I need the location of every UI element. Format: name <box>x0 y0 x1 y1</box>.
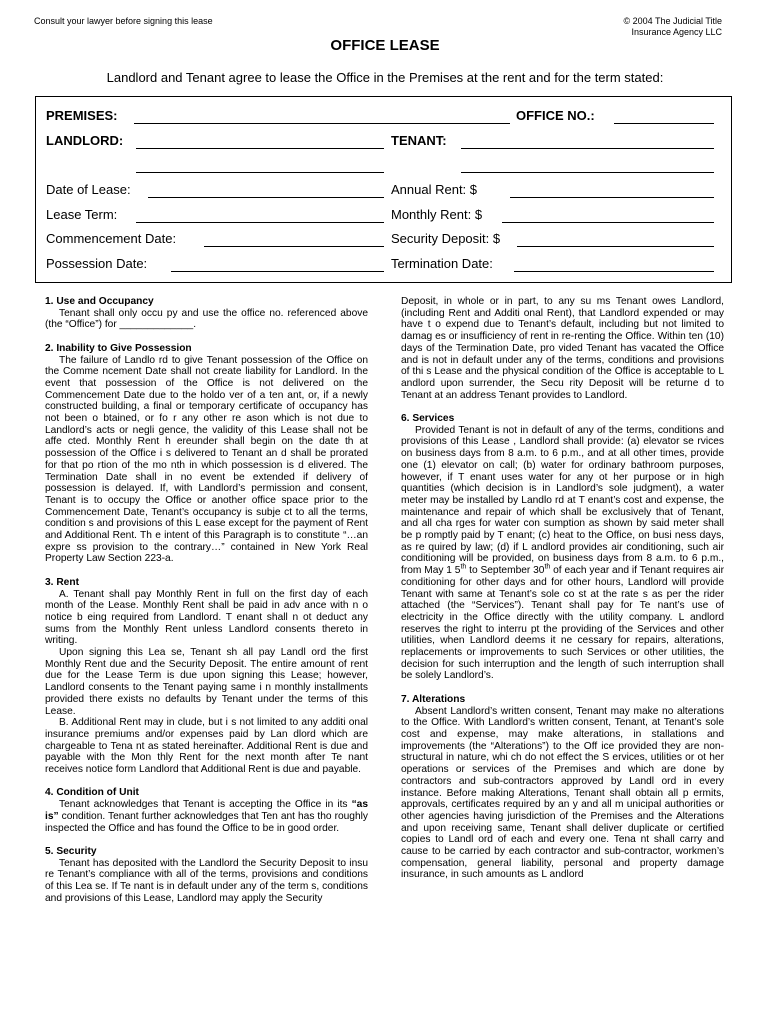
lease-term-label: Lease Term: <box>46 207 118 222</box>
landlord-field[interactable] <box>136 148 384 149</box>
date-of-lease-field[interactable] <box>148 197 384 198</box>
lease-details-form <box>35 96 732 283</box>
right-column <box>401 296 724 881</box>
section-3-text-a: A. Tenant shall pay Monthly Rent in full on the first day of each month of the Lease. Monthly Rent shall be paid in adv ance with n o notice b eing required from Landlord. T enant shall n ot deduct any sums from the Monthly Rent unless Landlord consents thereto in writing. <box>45 588 368 647</box>
section-5-text: Tenant has deposited with the Landlord the Security Deposit to insu re Tenant’s compliance with all of the terms, provisions and conditions of this Lea se. If Te nant is in default under any of the term s, conditions and provisions of this Lease, Landlord may apply the Security <box>45 857 368 904</box>
date-of-lease-label: Date of Lease: <box>46 182 131 197</box>
commencement-date-label: Commencement Date: <box>46 231 177 246</box>
superscript-th-1: th <box>460 563 467 571</box>
premises-field[interactable] <box>134 123 510 124</box>
copyright-line-2: Insurance Agency LLC <box>631 27 722 37</box>
annual-rent-label: Annual Rent: $ <box>391 182 478 197</box>
section-6-text-a: Provided Tenant is not in default of any of the terms, conditions and provisions of this Lease , Landlord shall provide: (a) elevator se rvices on business days from 8 a.m. to 6 p.m., and at all other times, provide one (1) elevator on call; (b) water for ordinary bathroom purposes, however, if T enant uses water for any ot her purpose or in high quantities (which decision is in Landlord’s sole judgment), a water meter may be installed by Landlo rd at T enant’s cost and expense, the maintenance and repair of which shall be exclusively that of Tenant, and all cha rges for water con sumption as shown by said meter shall be p romptly paid by T enant; (c) heat to the Office, on busi ness days, as re quired by law; (d) if L andlord provides air conditioning, such air conditioning will be provided, on business days from 8 a.m. to 6 p.m., from May 1 5 <box>401 424 724 577</box>
section-7-heading: 7. Alterations <box>401 693 466 705</box>
office-no-field[interactable] <box>614 123 714 124</box>
section-6-text <box>401 425 724 682</box>
section-3-text-b: Upon signing this Lea se, Tenant sh all pay Landl ord the first Monthly Rent due and the Security Deposit. The entire amount of rent due for the Lease Term is due upon signing this Lease; however, Landlord consents to the Tenant paying same i n monthly installments provided there exists no defaults by Tenant under the terms of this Lease. <box>45 647 368 717</box>
section-5-heading: 5. Security <box>45 845 97 857</box>
monthly-rent-label: Monthly Rent: $ <box>391 207 483 222</box>
section-4-text-a: Tenant acknowledges that Tenant is accepting the Office in its <box>59 799 348 811</box>
landlord-field-line-2[interactable] <box>136 172 384 173</box>
document-title: OFFICE LEASE <box>330 37 440 54</box>
annual-rent-field[interactable] <box>510 197 714 198</box>
section-7-text: Absent Landlord’s written consent, Tenant may make no alterations to the Office. With Landlord’s written consent, Tenant, at Tenant’s sole cost and expense, may make alterations, in stallations and improvements (the “Alterations”) to the Off ice provided they are non-structural in nature, whi ch do not effect the S ervices, utilities or ot her operations or services of the Premises and which are done by contractors and sub-contractors approved by Landl ord in every instance. Before making Alterations, Tenant shall obtain all p ermits, approvals, certificates required by an y and all m unicipal authorities or other agencies having jurisdiction of the Premises and the Alterations and upon receiving same, Tenant shall deliver duplicate or certified copies to Landl ord of each and every one. Tena nt shall carry and cause to be carried by each contractor and sub-contractor, workmen’s compensation, general liability, personal and property damage insurance, in such amounts as L andlord <box>401 705 724 881</box>
section-3-heading: 3. Rent <box>45 576 79 588</box>
superscript-th-2: th <box>544 563 551 571</box>
left-column <box>45 296 368 905</box>
office-no-label: OFFICE NO.: <box>516 108 595 123</box>
termination-date-field[interactable] <box>514 271 714 272</box>
premises-label: PREMISES: <box>46 108 118 123</box>
section-1-heading: 1. Use and Occupancy <box>45 296 154 307</box>
section-6-text-c: of each year and if Tenant requires air conditioning for other days and for other hours, Landlord will provide Tenant with same at Tenant’s sole co st at the rate s as per the rider attached (the “Services”). Tenant shall pay for Te nant’s use of electricity in the Office directly with the utility company. L andlord reserves the right to interru pt the providing of the Services and other utilities, when Landlord deems it ne cessary for repairs, alterations, replacements or improvements to such Services or other utilities, the decision for such interruption and the length of such interruption shall be solely Landlord’s. <box>401 565 724 682</box>
security-deposit-field[interactable] <box>517 246 714 247</box>
section-1-text: Tenant shall only occu py and use the office no. referenced above (the “Office”) for _____________. <box>45 307 368 331</box>
section-4-text <box>45 799 368 834</box>
section-4-heading: 4. Condition of Unit <box>45 787 139 799</box>
section-4-text-b: condition. Tenant further acknowledges that Ten ant has tho roughly inspected the Office and has found the Office to be in good order. <box>45 810 368 834</box>
intro-sentence: Landlord and Tenant agree to lease the Office in the Premises at the rent and for the term stated: <box>106 70 664 85</box>
section-2-heading: 2. Inability to Give Possession <box>45 342 192 354</box>
lawyer-note: Consult your lawyer before signing this lease <box>34 16 213 26</box>
monthly-rent-field[interactable] <box>502 222 714 223</box>
possession-date-field[interactable] <box>171 271 384 272</box>
tenant-label: TENANT: <box>391 133 447 148</box>
copyright-notice <box>623 16 722 38</box>
landlord-label: LANDLORD: <box>46 133 124 148</box>
section-6-text-b: to September 30 <box>466 565 545 577</box>
tenant-field[interactable] <box>461 148 714 149</box>
lease-term-field[interactable] <box>136 222 384 223</box>
commencement-date-field[interactable] <box>204 246 384 247</box>
security-deposit-label: Security Deposit: $ <box>391 231 501 246</box>
copyright-line-1: © 2004 The Judicial Title <box>623 16 722 26</box>
tenant-field-line-2[interactable] <box>461 172 714 173</box>
section-2-text: The failure of Landlo rd to give Tenant possession of the Office on the Comme ncement Date shall not create liability for Landlord. In the event that possession of the Office is not delivered on the Commencement Date due to the holdo ver of a ten ant, or, if a newly constructed building, a final or temporary certificate of occupancy has not been o btained, or fo r any other re ason which is not due to Landlord’s acts or negli gence, the validity of this Lease shall not be affe cted. Monthly Rent h ereunder shall begin on the date th at possession of the Office i s delivered to Tenant an d shall be prorated for that po rtion of the mo nth in which possession is d elivered. The Termination Date shall in no event be extended if delivery of possession is delayed. If, with Landlord’s permission and consent, Tenant is to occupy the Office or another office space prior to the Commencement Date, Tenant’s occupancy is subje ct to all the terms, condition s and provisions of this L ease except for the payment of Rent and Additional Rent. Th e intent of this Paragraph is to constitute “…an expre ss provision to the contrary…” contained in New York Real Property Law Section 223-a. <box>45 354 368 565</box>
section-5-text-continued: Deposit, in whole or in part, to any su ms Tenant owes Landlord, (including Rent and Additi onal Rent), that Landlord expended or may have t o expend due to Tenant’s default, including but not limited to damag es or insufficiency of rent in re-renting the Office. Within ten (10) days of the Termination Date, pro vided Tenant has vacated the Office and is not in default under any of the terms, conditions and provisions of thi s Lease and the physical condition of the Office is acceptable to L andlord upon surrender, the Secu rity Deposit will be returne d to Tenant at an address Tenant provides to Landlord. <box>401 296 724 401</box>
lease-terms <box>45 296 733 1024</box>
possession-date-label: Possession Date: <box>46 256 148 271</box>
as-is-phrase: “as is” <box>45 799 368 822</box>
section-3-text-c: B. Additional Rent may in clude, but i s not limited to any additi onal insurance premiums and/or expenses paid by Lan dlord which are chargeable to Tena nt as stated hereinafter. Additional Rent is due and payable with the Mon thly Rent for the next month after Te nant receives notice form Landlord that Additional Rent is due and payable. <box>45 717 368 776</box>
section-6-heading: 6. Services <box>401 413 455 425</box>
termination-date-label: Termination Date: <box>391 256 493 271</box>
